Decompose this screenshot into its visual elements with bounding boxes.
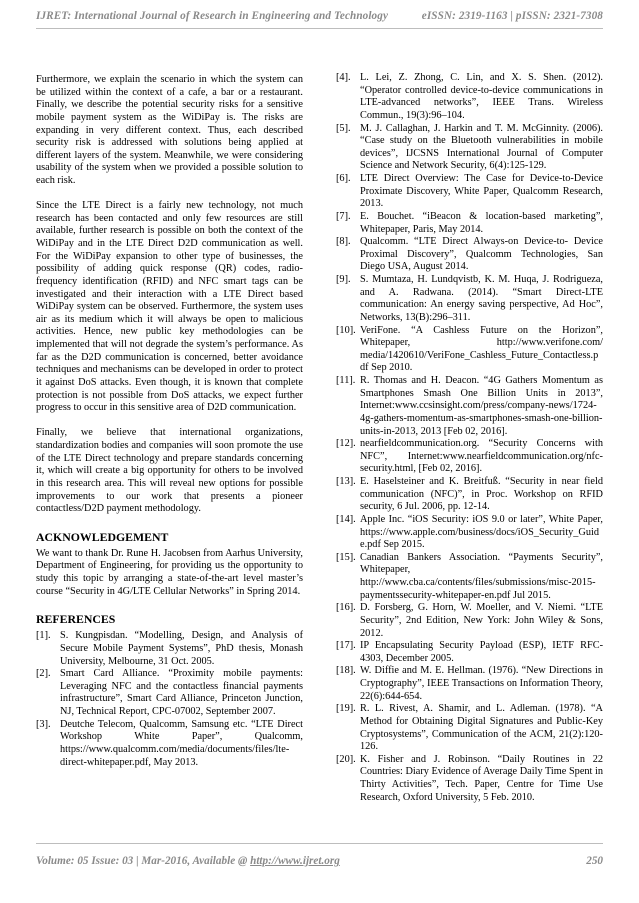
running-footer [36, 855, 603, 867]
reference-text: K. Fisher and J. Robinson. “Daily Routines in 22 Countries: Diary Evidence of Average Daily Time Spent in Thirty Activities”, Tech. Paper, Centre for Time Use Research, Oxford University, 5 Feb. 2010. [360, 753, 603, 803]
reference-item [336, 754, 603, 805]
journal-title: IJRET: International Journal of Research in Engineering and Technology [36, 10, 389, 22]
reference-text: Deutche Telecom, Qualcomm, Samsung etc. “LTE Direct Workshop White Paper”, Qualcomm, https://www.qualcomm.com/media/documents/files/lte-direct-whitepaper.pdf, May 2013. [60, 718, 303, 768]
reference-number: [5]. [336, 122, 351, 134]
reference-text: Qualcomm. “LTE Direct Always-on Device-to- Device Proximal Discovery”, Qualcomm Technologies, San Diego USA, August 2014. [360, 236, 603, 273]
reference-number: [13]. [336, 476, 356, 487]
reference-number: [16]. [336, 602, 356, 614]
footer-volume: Volume: 05 Issue: 03 | Mar-2016, Available @ http://www.ijret.org [36, 855, 340, 867]
reference-text: R. Thomas and H. Deacon. “4G Gathers Momentum as Smartphones Smash One Billion Units in 2013”, Internet:www.ccsinsight.com/press/company-news/1724-4g-gathers-momentum-as-smartphones-smash-one-billion-units-in-2013, 2013 [Feb 02, 2016]. [360, 375, 603, 437]
reference-number: [6]. [336, 173, 351, 184]
reference-text: L. Lei, Z. Zhong, C. Lin, and X. S. Shen. (2012). “Operator controlled device-to-device communications in LTE-advanced networks”, IEEE Trans. Wireless Commun., 19(3):96–104. [360, 72, 603, 121]
reference-text: W. Diffie and M. E. Hellman. (1976). “New Directions in Cryptography”, IEEE Transactions on Information Theory, 22(6):644-654. [360, 665, 603, 702]
reference-item [336, 325, 603, 376]
reference-text: Smart Card Alliance. “Proximity mobile payments: Leveraging NFC and the contactless financial payments infrastructure”, Smart Card Alliance, Princeton Junction, NJ, Technical Report, CPC-07002, September 2007. [60, 668, 303, 718]
reference-number: [11]. [336, 375, 356, 386]
references-heading: REFERENCES [36, 612, 116, 627]
reference-item [336, 640, 603, 665]
header-rule [36, 28, 603, 29]
reference-number: [19]. [336, 703, 356, 715]
reference-text: S. Kungpisdan. “Modelling, Design, and Analysis of Secure Mobile Payment Systems”, PhD thesis, Monash University, Melbourne, 31 Oct. 2005. [60, 630, 303, 667]
reference-text: R. L. Rivest, A. Shamir, and L. Adleman. (1978). “A Method for Obtaining Digital Signatures and Public-Key Cryptosystems”, Communication of the ACM, 21(2):120-126. [360, 703, 603, 753]
reference-item [336, 173, 603, 211]
reference-number: [8]. [336, 236, 351, 248]
reference-text: VeriFone. “A Cashless Future on the Horizon”, Whitepaper, http://www.verifone.com/ media/1420610/VeriFone_Cashless_Future_Contactless.pdf Sep 2010. [360, 324, 603, 374]
acknowledgement-text: We want to thank Dr. Rune H. Jacobsen from Aarhus University, Department of Engineering, for providing us the opportunity to study this topic by arranging a state-of-the-art level master’s course “Security in 4G/LTE Cellular Networks” in Spring 2014. [36, 547, 303, 597]
reference-number: [12]. [336, 438, 356, 450]
reference-number: [4]. [336, 72, 351, 83]
reference-number: [1]. [36, 630, 51, 642]
reference-text: E. Bouchet. “iBeacon & location-based marketing”, Whitepaper, Paris, May 2014. [360, 210, 603, 235]
reference-item [336, 552, 603, 603]
reference-number: [3]. [36, 718, 51, 730]
reference-item [336, 703, 603, 754]
reference-number: [18]. [336, 665, 356, 677]
reference-number: [20]. [336, 753, 356, 765]
reference-item [336, 375, 603, 438]
reference-item [36, 668, 303, 719]
reference-item [336, 211, 603, 236]
reference-text: Apple Inc. “iOS Security: iOS 9.0 or later”, White Paper, https://www.apple.com/business/docs/iOS_Security_Guide.pdf Sep 2015. [360, 513, 603, 551]
running-header [36, 10, 603, 22]
reference-text: M. J. Callaghan, J. Harkin and T. M. McGinnity. (2006). “Case study on the Bluetooth vulnerabilities in mobile devices”, IJCSNS International Journal of Computer Science and Network Security, 6(4):125-129. [360, 122, 603, 172]
reference-item [336, 476, 603, 514]
reference-item [36, 630, 303, 668]
reference-number: [17]. [336, 640, 356, 652]
reference-text: Canadian Bankers Association. “Payments Security”, Whitepaper, http://www.cba.ca/contents/files/submissions/misc-2015-paymentssecurity-whitepaper-en.pdf Jul 2015. [360, 551, 603, 601]
reference-text: nearfieldcommunication.org. “Security Concerns with NFC”, Internet:www.nearfieldcommunication.org/nfc-security.html, [Feb 02, 2016]. [360, 438, 603, 475]
left-column [36, 74, 303, 769]
reference-item [336, 438, 603, 476]
reference-item [336, 236, 603, 274]
page-number: 250 [586, 855, 603, 867]
reference-item [336, 665, 603, 703]
reference-number: [2]. [36, 668, 51, 680]
acknowledgement-heading: ACKNOWLEDGEMENT [36, 529, 169, 544]
reference-item [336, 514, 603, 552]
reference-text: D. Forsberg, G. Horn, W. Moeller, and V. Niemi. “LTE Security”, 2nd Edition, New York: John Wiley & Sons, 2012. [360, 602, 603, 639]
footer-rule [36, 843, 603, 844]
issn-info: eISSN: 2319-1163 | pISSN: 2321-7308 [421, 10, 603, 22]
reference-list-left [36, 630, 303, 769]
reference-list-right [336, 72, 603, 804]
reference-number: [9]. [336, 274, 351, 285]
reference-item [36, 719, 303, 770]
right-column [336, 74, 603, 804]
body-paragraph: Finally, we believe that international organizations, standardization bodies and companies will soon promote the use of the LTE Direct technology and prepare standards concerning it, which will create a big opportunity for others to be involved in this research area. This will reveal new options for possible improvements to our work that presents a pioneer contactless/D2D payment methodology. [36, 427, 303, 515]
reference-text: LTE Direct Overview: The Case for Device-to-Device Proximate Discovery, White Paper, Qualcomm Research, 2013. [360, 173, 603, 210]
reference-number: [14]. [336, 513, 356, 525]
reference-text: IP Encapsulating Security Payload (ESP), IETF RFC-4303, December 2005. [360, 640, 603, 664]
reference-text: E. Haselsteiner and K. Breitfuß. “Security in near field communication (NFC)”, in Proc. Workshop on RFID security, 6 Jul. 2006, pp. 12-14. [360, 476, 603, 513]
reference-number: [10]. [336, 324, 356, 336]
body-paragraph: Since the LTE Direct is a fairly new technology, not much research has been contacted and only few resources are still available, further research is possible on both the context of the WiDiPay and in the LTE Direct D2D communication as well. For the WiDiPay expansion to other type of businesses, the possibility of adding quick response (QR) codes, radio-frequency identification (RFID) and NFC smart tags can be investigated and their interaction with a LTE Direct based WiDiPay system can be observed. Furthermore, the system uses air as its medium which it will always be open to malicious activities. Hence, new public key methodologies can be implemented that will not degrade the system’s performance. As far as the D2D communication is concerned, better avoidance techniques and mechanisms can be developed in order to protect it against DoS attacks. Even though, it is known that complete protection is not possible from DoS attacks, we expect further progress to occur in this sensitive area of D2D communication. [36, 200, 303, 414]
reference-text: S. Mumtaza, H. Lundqvistb, K. M. Huqa, J. Rodrigueza, and A. Radwana. (2014). “Smart Direct-LTE communication: An energy saving perspective, Ad Hoc”, Networks, 13(B):296–311. [360, 274, 603, 323]
reference-number: [15]. [336, 551, 356, 563]
journal-link[interactable]: http://www.ijret.org [250, 855, 340, 867]
reference-number: [7]. [336, 210, 351, 222]
reference-item [336, 274, 603, 325]
body-paragraph: Furthermore, we explain the scenario in which the system can be utilized within the context of a cafe, a bar or a restaurant. Finally, we describe the potential security risks for a sensitive mobile payment system as the WiDiPay is. The risks are expanding in very different context. Thus, each described security risk is addressed with solutions being applied at different layers of the system. Meanwhile, we were considering usability of the system when we provided a possible solution to each risk. [36, 74, 303, 186]
reference-item [336, 123, 603, 174]
reference-item [336, 72, 603, 123]
reference-item [336, 602, 603, 640]
